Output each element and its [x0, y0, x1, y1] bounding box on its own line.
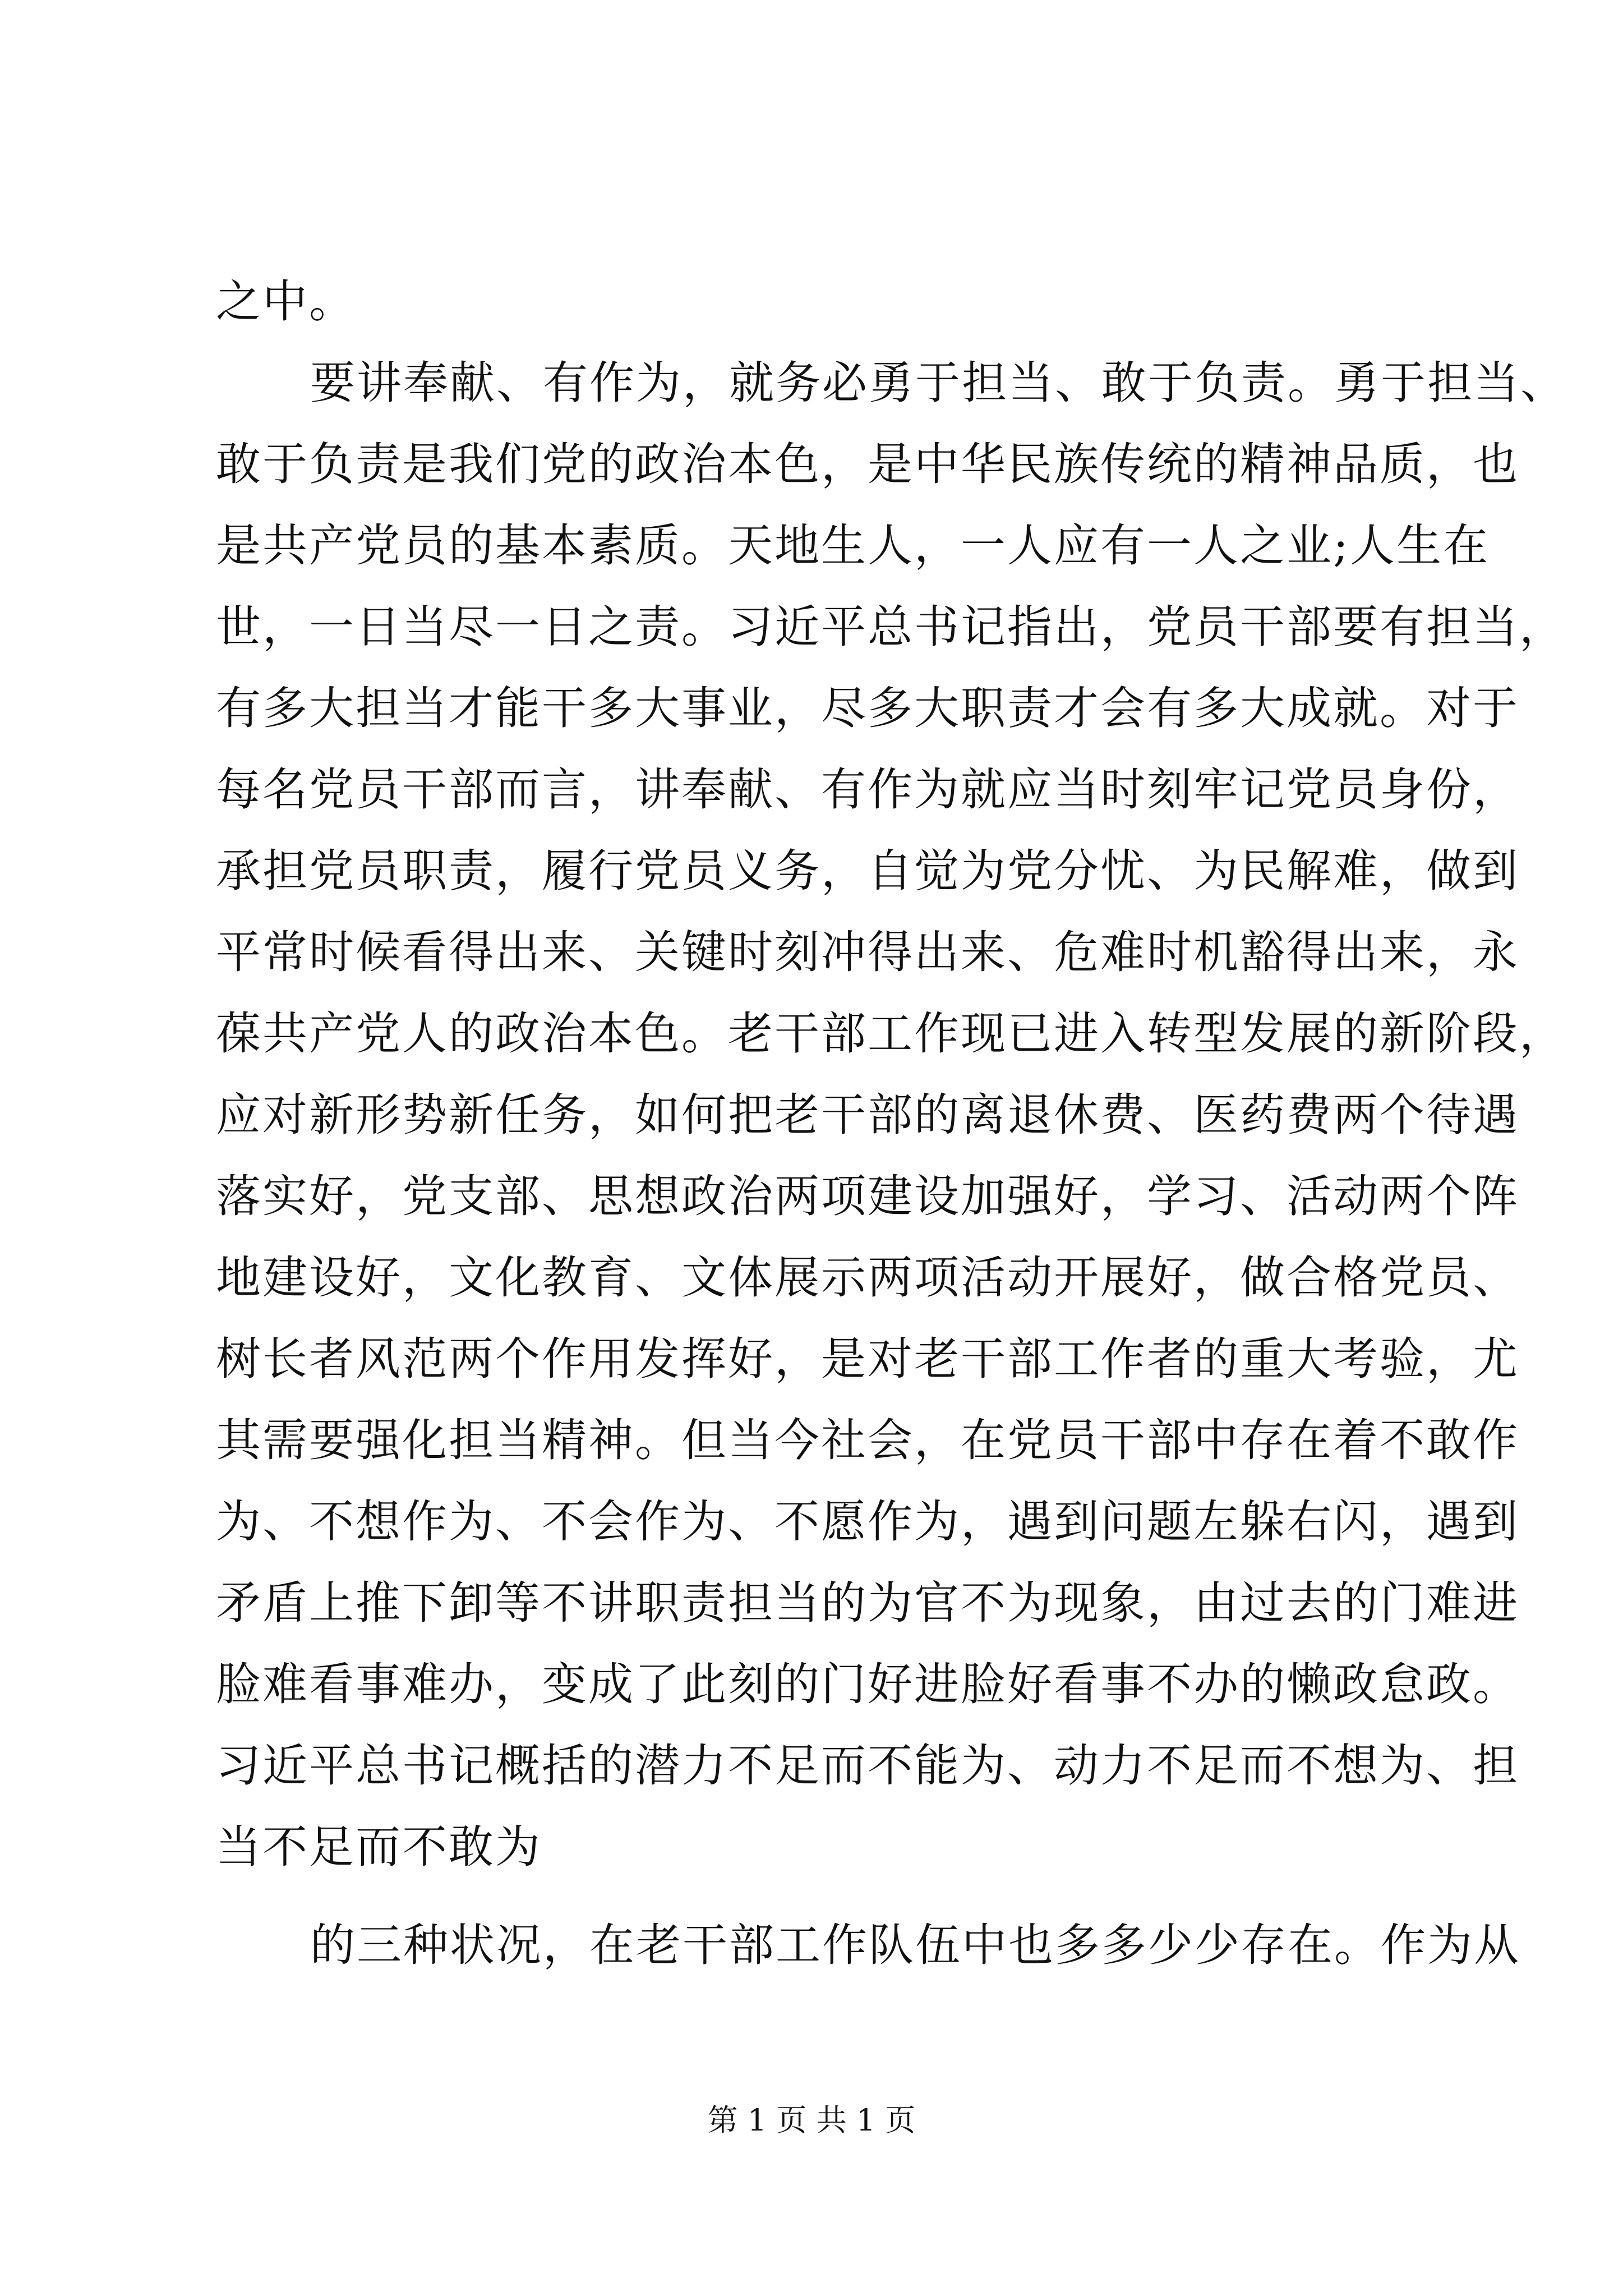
text-line: 应对新形势新任务，如何把老干部的离退休费、医药费两个待遇 — [216, 1089, 1519, 1141]
paragraph-start-line: 的三种状况，在老干部工作队伍中也多多少少存在。作为从 — [310, 1919, 1520, 1971]
text-line: 地建设好，文化教育、文体展示两项活动开展好，做合格党员、 — [216, 1251, 1519, 1304]
text-line: 脸难看事难办，变成了此刻的门好进脸好看事不办的懒政怠政。 — [216, 1658, 1519, 1710]
text-line: 平常时候看得出来、关键时刻冲得出来、危难时机豁得出来，永 — [216, 926, 1519, 978]
text-line: 敢于负责是我们党的政治本色，是中华民族传统的精神品质，也 — [216, 438, 1519, 490]
text-line: 矛盾上推下卸等不讲职责担当的为官不为现象，由过去的门难进 — [216, 1577, 1519, 1629]
text-line: 葆共产党人的政治本色。老干部工作现已进入转型发展的新阶段， — [216, 1007, 1566, 1060]
text-line: 落实好，党支部、思想政治两项建设加强好，学习、活动两个阵 — [216, 1170, 1519, 1222]
text-line: 当不足而不敢为 — [216, 1821, 542, 1873]
text-line: 树长者风范两个作用发挥好，是对老干部工作者的重大考验，尤 — [216, 1333, 1519, 1385]
page-footer: 第 1 页 共 1 页 — [707, 2102, 916, 2138]
text-line: 其需要强化担当精神。但当今社会，在党员干部中存在着不敢作 — [216, 1414, 1519, 1466]
paragraph-start-line: 要讲奉献、有作为，就务必勇于担当、敢于负责。勇于担当、 — [310, 357, 1567, 409]
text-line: 之中。 — [216, 275, 356, 328]
text-line: 承担党员职责，履行党员义务，自觉为党分忧、为民解难，做到 — [216, 845, 1519, 897]
text-line: 有多大担当才能干多大事业，尽多大职责才会有多大成就。对于 — [216, 682, 1519, 734]
text-line: 为、不想作为、不会作为、不愿作为，遇到问题左躲右闪，遇到 — [216, 1496, 1519, 1548]
text-line: 每名党员干部而言，讲奉献、有作为就应当时刻牢记党员身份， — [216, 763, 1519, 816]
text-line: 习近平总书记概括的潜力不足而不能为、动力不足而不想为、担 — [216, 1740, 1519, 1792]
body-text — [216, 261, 1567, 1986]
text-line: 是共产党员的基本素质。天地生人，一人应有一人之业;人生在 — [216, 519, 1490, 572]
text-line: 世，一日当尽一日之责。习近平总书记指出，党员干部要有担当， — [216, 601, 1566, 653]
